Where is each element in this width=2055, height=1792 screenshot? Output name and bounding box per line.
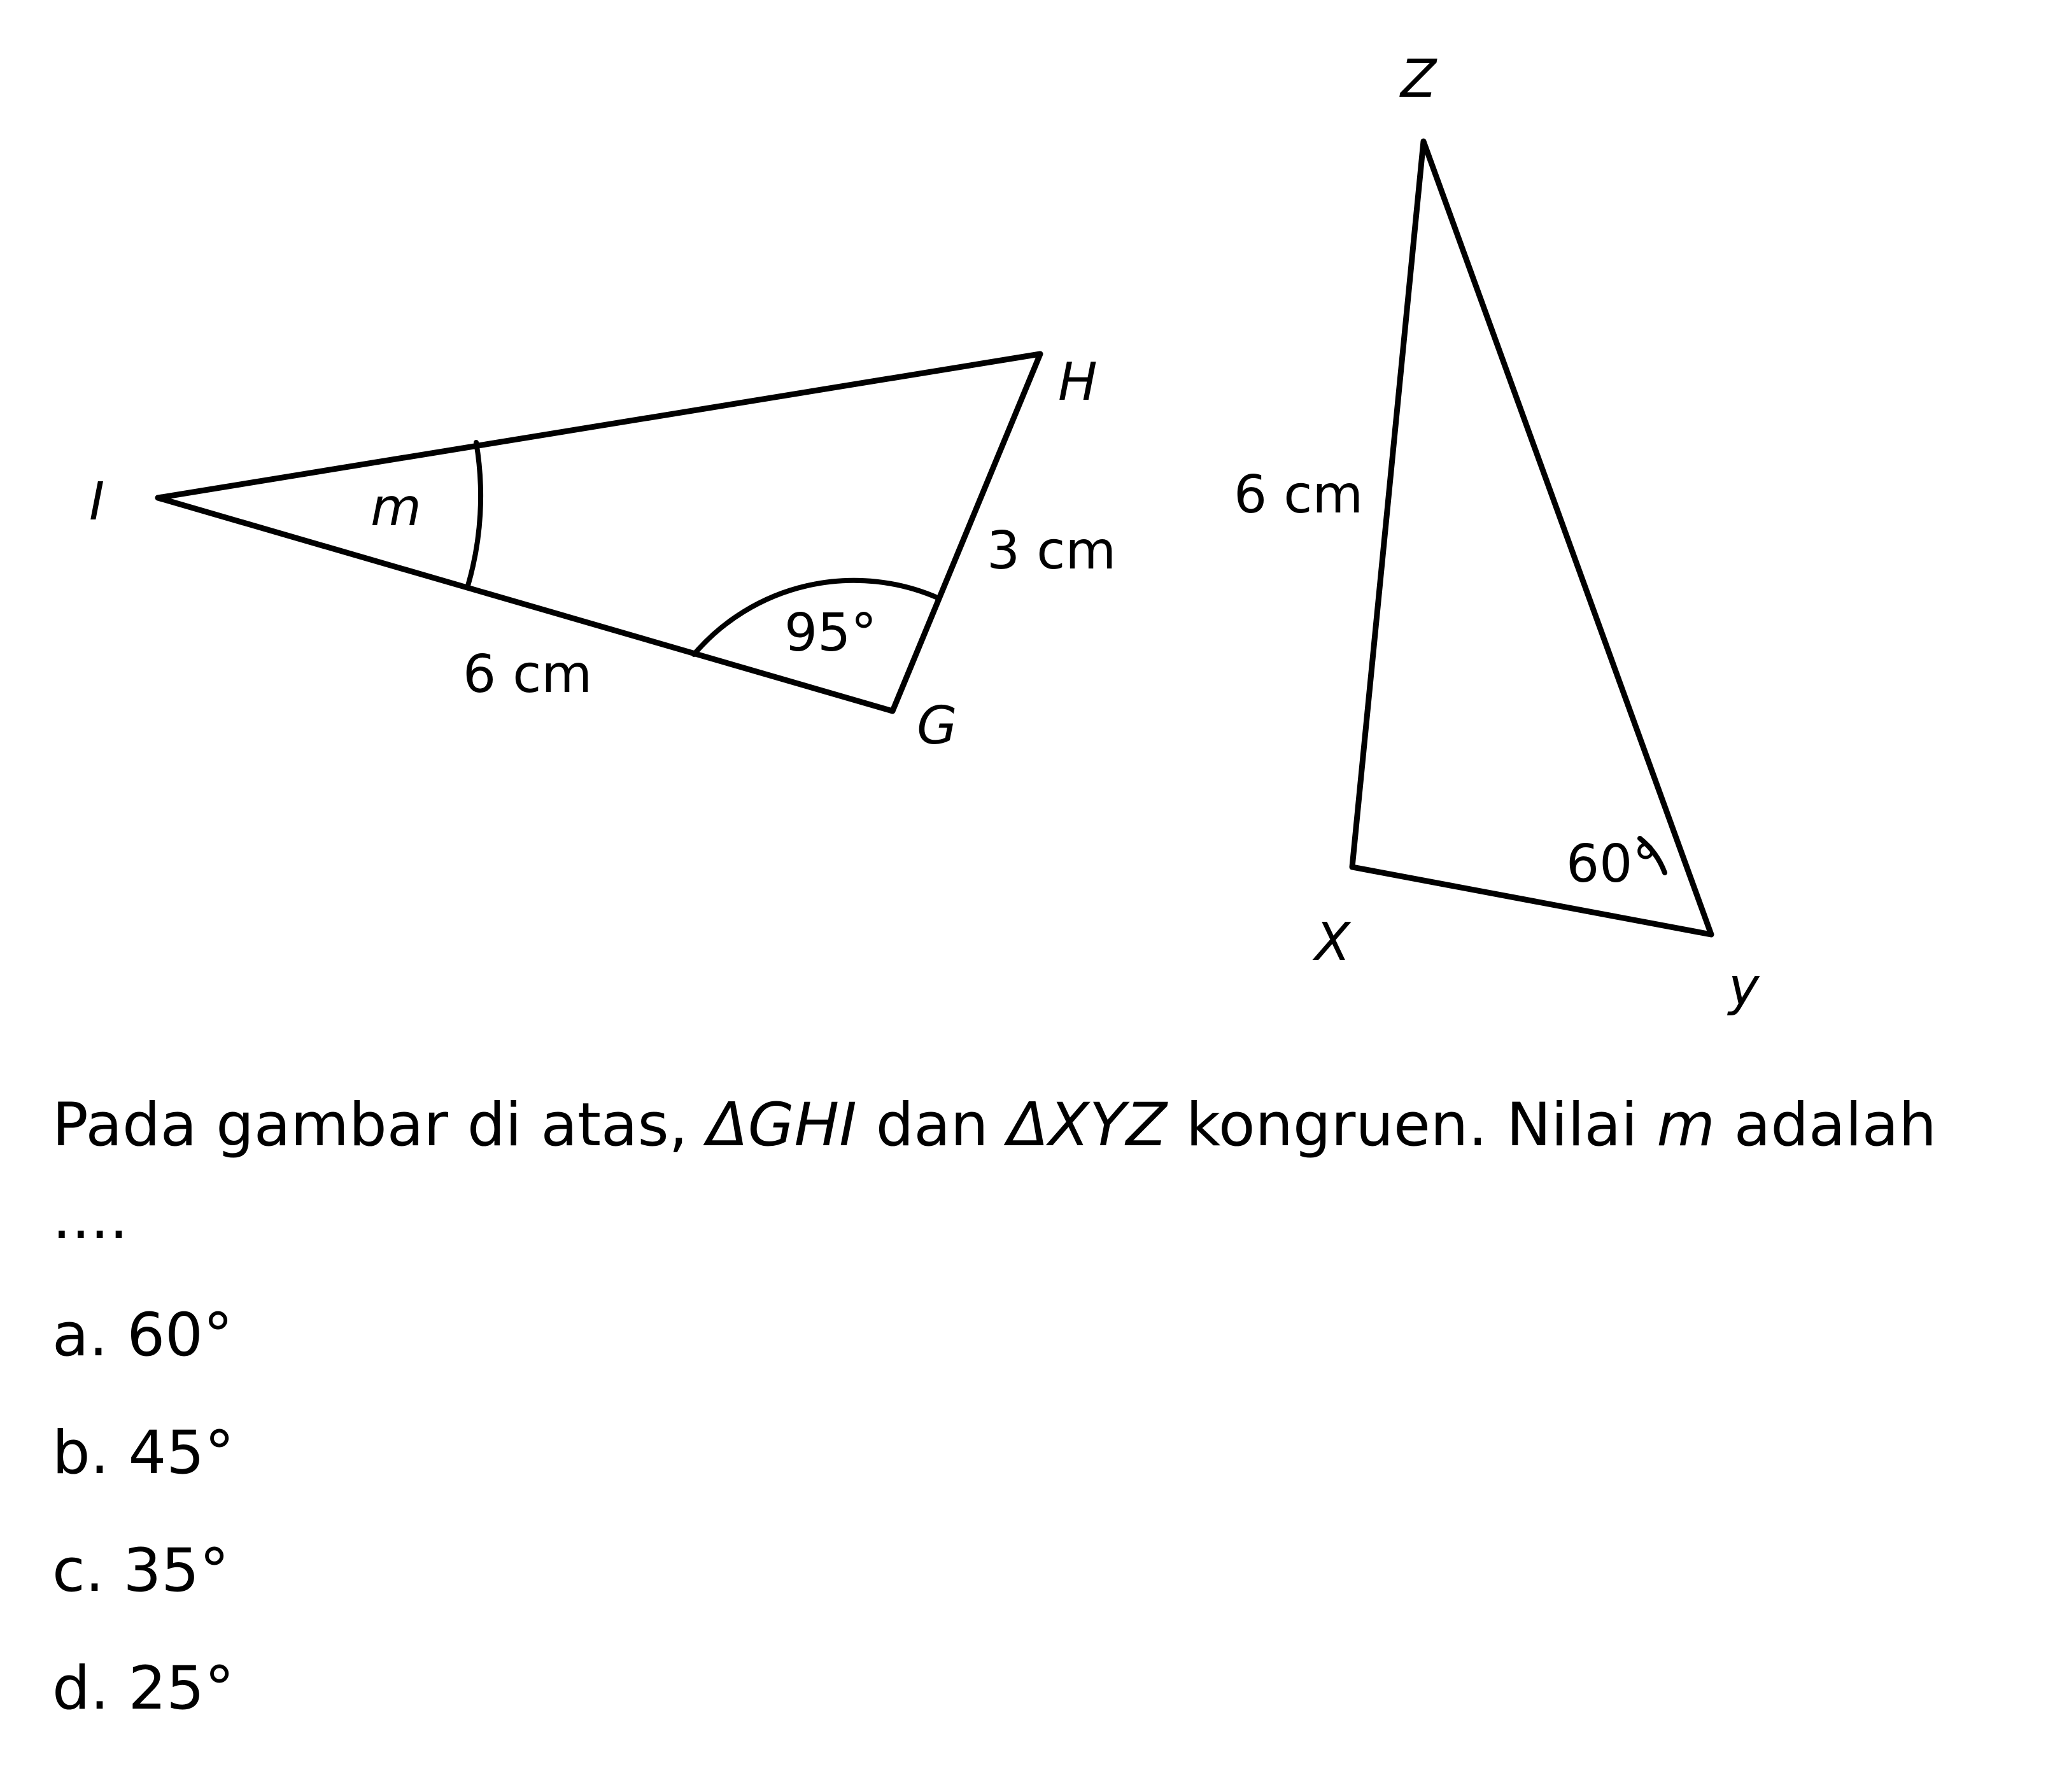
option-letter: d. bbox=[52, 1654, 109, 1723]
option-a bbox=[52, 1276, 2026, 1394]
vertex-label-z: Z bbox=[1401, 49, 1437, 109]
triangle-xyz-symbol: ΔXYZ bbox=[1007, 1090, 1167, 1160]
angle-arc-i bbox=[468, 442, 481, 586]
question-part-3: kongruen. Nilai bbox=[1167, 1090, 1657, 1160]
vertex-label-g: G bbox=[917, 696, 957, 756]
question-text bbox=[52, 1079, 2026, 1265]
vertex-label-h: H bbox=[1058, 352, 1098, 413]
option-value: 45° bbox=[128, 1418, 235, 1488]
angle-label-m: m bbox=[371, 477, 421, 538]
triangle-ghi-symbol: ΔGHI bbox=[707, 1090, 857, 1160]
option-d bbox=[52, 1630, 2026, 1747]
option-value: 25° bbox=[128, 1654, 235, 1723]
question-part-2: dan bbox=[856, 1090, 1008, 1160]
vertex-label-x: X bbox=[1315, 912, 1351, 973]
variable-m: m bbox=[1656, 1090, 1715, 1160]
side-label-ig: 6 cm bbox=[463, 644, 593, 705]
angle-label-95: 95° bbox=[784, 603, 877, 663]
answer-options bbox=[52, 1276, 2026, 1747]
question-block bbox=[52, 1079, 2026, 1747]
vertex-label-y: y bbox=[1728, 957, 1760, 1017]
option-letter: b. bbox=[52, 1418, 109, 1488]
option-value: 60° bbox=[127, 1301, 233, 1370]
option-c bbox=[52, 1512, 2026, 1630]
question-part-1: Pada gambar di atas, bbox=[52, 1090, 707, 1160]
question-part-4: adalah .... bbox=[52, 1090, 1937, 1253]
side-label-xz: 6 cm bbox=[1234, 465, 1364, 525]
triangle-ghi bbox=[158, 354, 1040, 711]
option-value: 35° bbox=[123, 1536, 230, 1605]
option-letter: a. bbox=[52, 1301, 108, 1370]
vertex-label-i: I bbox=[89, 472, 105, 532]
option-letter: c. bbox=[52, 1536, 104, 1605]
side-label-gh: 3 cm bbox=[987, 521, 1117, 581]
angle-label-60: 60° bbox=[1566, 834, 1659, 894]
option-b bbox=[52, 1394, 2026, 1512]
triangle-xyz bbox=[1352, 141, 1711, 935]
